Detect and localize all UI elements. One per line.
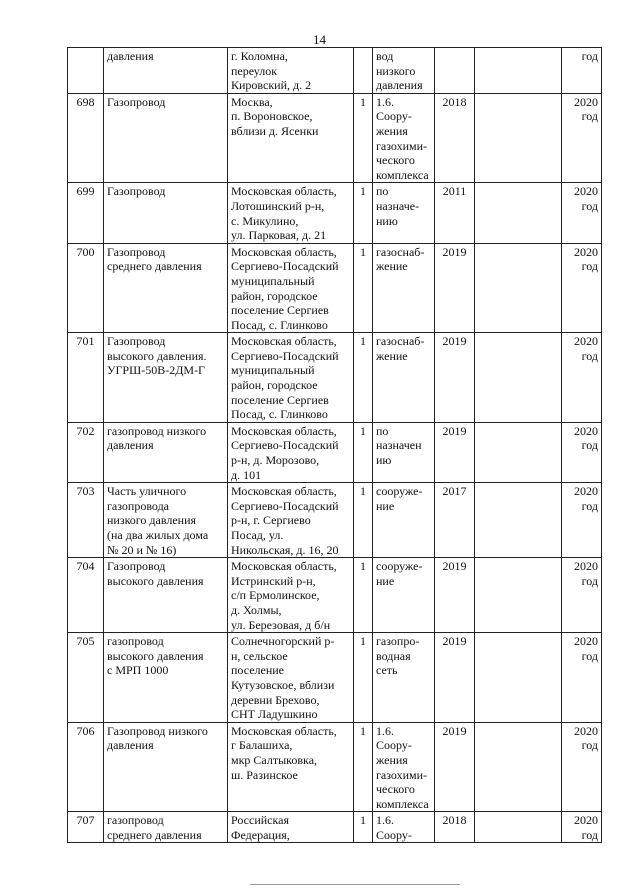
object-name: газопровод низкого давления	[104, 422, 228, 482]
row-number: 702	[68, 422, 104, 482]
object-purpose: вод низкого давления	[373, 48, 435, 94]
object-purpose: газоснаб- жение	[373, 333, 435, 423]
table-row	[68, 333, 602, 423]
object-address: Московская область, г Балашиха, мкр Салтыковка, ш. Разинское	[228, 722, 354, 812]
table-row	[68, 183, 602, 243]
commission-year: 2019	[435, 558, 475, 633]
row-number: 700	[68, 243, 104, 333]
empty-cell	[475, 48, 562, 94]
row-number	[68, 48, 104, 94]
object-purpose: 1.6. Соору- жения газохими- ческого комплекса	[373, 722, 435, 812]
object-address: Московская область, Лотошинский р-н, с. Микулино, ул. Парковая, д. 21	[228, 183, 354, 243]
commission-year: 2018	[435, 812, 475, 843]
commission-year: 2019	[435, 422, 475, 482]
object-address: Московская область, Сергиево-Посадский муниципальный район, городское поселение Сергиев Посад, с. Глинково	[228, 243, 354, 333]
empty-cell	[475, 333, 562, 423]
object-address: Москва, п. Вороновское, вблизи д. Ясенки	[228, 93, 354, 183]
table-row	[68, 722, 602, 812]
object-quantity	[354, 48, 373, 94]
object-address: Московская область, Сергиево-Посадский р-н, г. Сергиево Посад, ул. Никольская, д. 16, 20	[228, 483, 354, 558]
row-number: 703	[68, 483, 104, 558]
deadline-year: 2020 год	[562, 633, 602, 723]
deadline-year: 2020 год	[562, 243, 602, 333]
commission-year: 2019	[435, 333, 475, 423]
table-row	[68, 558, 602, 633]
table-row	[68, 483, 602, 558]
empty-cell	[475, 422, 562, 482]
table-row	[68, 633, 602, 723]
object-address: Солнечногорский р- н, сельское поселение Кутузовское, вблизи деревни Брехово, СНТ Ладушкино	[228, 633, 354, 723]
object-purpose: сооруже- ние	[373, 558, 435, 633]
empty-cell	[475, 183, 562, 243]
table-row	[68, 48, 602, 94]
object-quantity: 1	[354, 483, 373, 558]
deadline-year: 2020 год	[562, 333, 602, 423]
object-quantity: 1	[354, 243, 373, 333]
object-purpose: 1.6. Соору- жения газохими- ческого комплекса	[373, 93, 435, 183]
object-purpose: газопро- водная сеть	[373, 633, 435, 723]
object-purpose: газоснаб- жение	[373, 243, 435, 333]
object-quantity: 1	[354, 633, 373, 723]
row-number: 701	[68, 333, 104, 423]
empty-cell	[475, 722, 562, 812]
object-purpose: по назначен ию	[373, 422, 435, 482]
object-quantity: 1	[354, 722, 373, 812]
scan-artifact-line	[250, 884, 460, 885]
object-address: г. Коломна, переулок Кировский, д. 2	[228, 48, 354, 94]
object-quantity: 1	[354, 183, 373, 243]
object-name: Часть уличного газопровода низкого давления (на два жилых дома № 20 и № 16)	[104, 483, 228, 558]
row-number: 704	[68, 558, 104, 633]
deadline-year: 2020 год	[562, 722, 602, 812]
row-number: 698	[68, 93, 104, 183]
table-row	[68, 422, 602, 482]
commission-year: 2011	[435, 183, 475, 243]
object-name: Газопровод высокого давления	[104, 558, 228, 633]
object-name: Газопровод среднего давления	[104, 243, 228, 333]
property-register-table	[67, 47, 602, 843]
object-name: газопровод среднего давления	[104, 812, 228, 843]
table-row	[68, 93, 602, 183]
object-purpose: 1.6. Соору-	[373, 812, 435, 843]
empty-cell	[475, 483, 562, 558]
page-number: 14	[313, 32, 326, 47]
deadline-year: 2020 год	[562, 183, 602, 243]
empty-cell	[475, 558, 562, 633]
object-name: Газопровод высокого давления. УГРШ-50В-2ДМ-Г	[104, 333, 228, 423]
object-address: Московская область, Сергиево-Посадский р-н, д. Морозово, д. 101	[228, 422, 354, 482]
empty-cell	[475, 93, 562, 183]
table-row	[68, 812, 602, 843]
row-number: 705	[68, 633, 104, 723]
empty-cell	[475, 633, 562, 723]
table-row	[68, 243, 602, 333]
object-quantity: 1	[354, 558, 373, 633]
commission-year	[435, 48, 475, 94]
object-purpose: сооруже- ние	[373, 483, 435, 558]
object-name: Газопровод	[104, 93, 228, 183]
object-address: Московская область, Сергиево-Посадский муниципальный район, городское поселение Сергиев Посад, с. Глинково	[228, 333, 354, 423]
commission-year: 2017	[435, 483, 475, 558]
deadline-year: год	[562, 48, 602, 94]
object-quantity: 1	[354, 333, 373, 423]
deadline-year: 2020 год	[562, 422, 602, 482]
object-name: Газопровод низкого давления	[104, 722, 228, 812]
deadline-year: 2020 год	[562, 558, 602, 633]
object-address: Российская Федерация,	[228, 812, 354, 843]
object-name: давления	[104, 48, 228, 94]
object-purpose: по назначе- нию	[373, 183, 435, 243]
object-address: Московская область, Истринский р-н, с/п Ермолинское, д. Холмы, ул. Березовая, д б/н	[228, 558, 354, 633]
row-number: 706	[68, 722, 104, 812]
object-quantity: 1	[354, 812, 373, 843]
deadline-year: 2020 год	[562, 812, 602, 843]
object-name: Газопровод	[104, 183, 228, 243]
deadline-year: 2020 год	[562, 93, 602, 183]
row-number: 699	[68, 183, 104, 243]
object-quantity: 1	[354, 93, 373, 183]
empty-cell	[475, 243, 562, 333]
empty-cell	[475, 812, 562, 843]
deadline-year: 2020 год	[562, 483, 602, 558]
commission-year: 2019	[435, 633, 475, 723]
row-number: 707	[68, 812, 104, 843]
commission-year: 2019	[435, 243, 475, 333]
commission-year: 2019	[435, 722, 475, 812]
object-quantity: 1	[354, 422, 373, 482]
commission-year: 2018	[435, 93, 475, 183]
object-name: газопровод высокого давления с МРП 1000	[104, 633, 228, 723]
